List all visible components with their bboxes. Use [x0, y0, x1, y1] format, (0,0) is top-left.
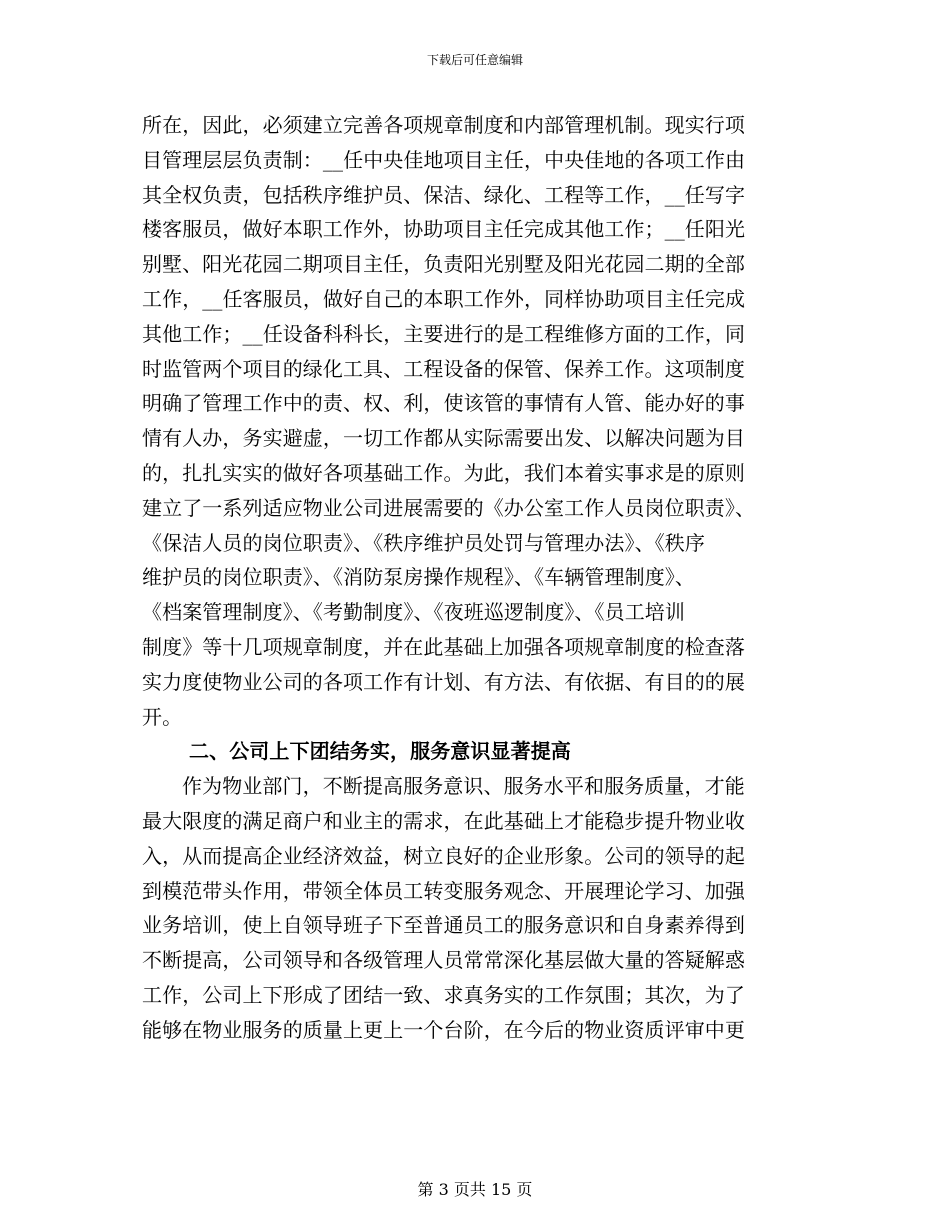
text-line: 业务培训，使上自领导班子下至普通员工的服务意识和自身素养得到 [142, 913, 745, 938]
text-line: 其他工作；__任设备科科长，主要进行的是工程维修方面的工作，同 [142, 321, 746, 346]
text-line: 《档案管理制度》、《考勤制度》、《夜班巡逻制度》、《员工培训 [142, 600, 685, 625]
text-line: 工作，__任客服员，做好自己的本职工作外，同样协助项目主任完成 [142, 286, 746, 311]
page-number: 第 3 页共 15 页 [417, 1180, 533, 1199]
paragraph-service-awareness [142, 769, 832, 1047]
section-heading: 二、公司上下团结务实，服务意识显著提高 [189, 739, 571, 764]
text-line: 作为物业部门，不断提高服务意识、服务水平和服务质量，才能 [182, 774, 745, 799]
text-line: 所在，因此，必须建立完善各项规章制度和内部管理机制。现实行项 [142, 113, 745, 137]
text-line: 实力度使物业公司的各项工作有计划、有方法、有依据、有目的的展 [142, 669, 745, 694]
text-line: 楼客服员，做好本职工作外，协助项目主任完成其他工作；__任阳光 [142, 217, 746, 242]
text-line: 到模范带头作用，带领全体员工转变服务观念、开展理论学习、加强 [142, 878, 745, 903]
page-header-note: 下载后可任意编辑 [426, 53, 523, 67]
text-line: 明确了管理工作中的责、权、利，使该管的事情有人管、能办好的事 [142, 391, 745, 416]
text-line: 不断提高，公司领导和各级管理人员常常深化基层做大量的答疑解惑 [142, 948, 745, 973]
text-line: 时监管两个项目的绿化工具、工程设备的保管、保养工作。这项制度 [142, 356, 745, 381]
text-line: 最大限度的满足商户和业主的需求，在此基础上才能稳步提升物业收 [142, 808, 745, 833]
text-line: 《保洁人员的岗位职责》、《秩序维护员处罚与管理办法》、《秩序 [142, 530, 705, 555]
text-line: 别墅、阳光花园二期项目主任，负责阳光别墅及阳光花园二期的全部 [142, 252, 745, 277]
text-line: 其全权负责，包括秩序维护员、保洁、绿化、工程等工作，__任写字 [142, 182, 746, 207]
text-line: 入，从而提高企业经济效益，树立良好的企业形象。公司的领导的起 [142, 843, 745, 868]
paragraph-regulations [142, 108, 832, 734]
text-line: 维护员的岗位职责》、《消防泵房操作规程》、《车辆管理制度》、 [142, 565, 695, 590]
text-line: 的，扎扎实实的做好各项基础工作。为此，我们本着实事求是的原则 [142, 460, 745, 485]
text-line: 能够在物业服务的质量上更上一个台阶，在今后的物业资质评审中更 [142, 1017, 745, 1042]
text-line: 目管理层层负责制：__任中央佳地项目主任，中央佳地的各项工作由 [142, 147, 746, 172]
text-line: 开。 [142, 704, 183, 729]
document-body [142, 108, 832, 1048]
text-line: 工作，公司上下形成了团结一致、求真务实的工作氛围；其次，为了 [142, 982, 745, 1007]
text-line: 制度》等十几项规章制度，并在此基础上加强各项规章制度的检查落 [142, 634, 745, 659]
text-line: 建立了一系列适应物业公司进展需要的《办公室工作人员岗位职责》、 [142, 495, 756, 520]
text-line: 情有人办，务实避虚，一切工作都从实际需要出发、以解决问题为目 [142, 426, 745, 451]
